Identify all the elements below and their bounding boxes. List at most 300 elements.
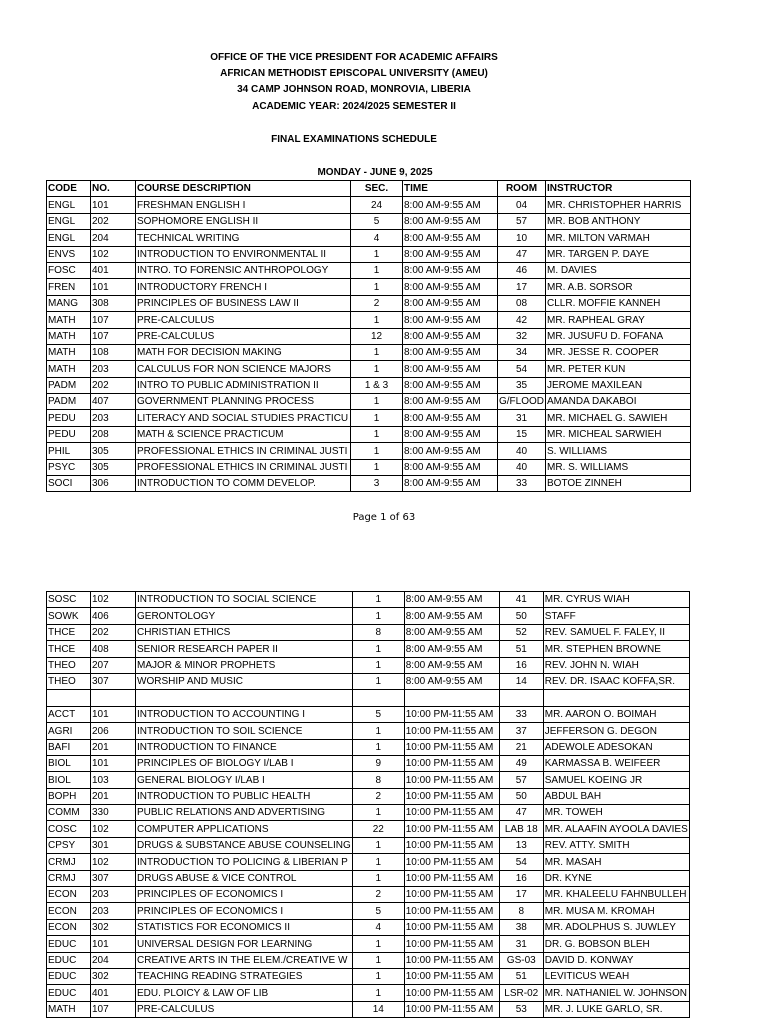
table-row [47, 952, 690, 968]
cell-section: 1 [352, 608, 404, 624]
cell-code: SOWK [47, 608, 91, 624]
cell-number: 204 [91, 952, 136, 968]
cell-time: 10:00 PM-11:55 AM [404, 870, 499, 886]
cell-number: 401 [91, 985, 136, 1001]
cell-description: STATISTICS FOR ECONOMICS II [136, 919, 353, 935]
table-row [47, 262, 691, 278]
cell-instructor: M. DAVIES [546, 262, 691, 278]
cell-number: 102 [91, 854, 136, 870]
cell-description: INTRO. TO FORENSIC ANTHROPOLOGY [136, 262, 351, 278]
cell-number: 305 [91, 443, 136, 459]
cell-code: PHIL [47, 443, 91, 459]
cell-code: CRMJ [47, 870, 91, 886]
table-row [47, 936, 690, 952]
cell-instructor: MR. A.B. SORSOR [546, 279, 691, 295]
cell-code: PEDU [47, 426, 91, 442]
cell-number: 202 [91, 377, 136, 393]
table-row [47, 624, 690, 640]
cell-time: 8:00 AM-9:55 AM [403, 410, 498, 426]
cell-section: 1 [352, 657, 404, 673]
cell-code: EDUC [47, 936, 91, 952]
table-row [47, 608, 690, 624]
cell-room: 57 [498, 213, 546, 229]
cell-description: COMPUTER APPLICATIONS [136, 821, 353, 837]
cell-number [91, 690, 136, 706]
cell-number: 203 [91, 903, 136, 919]
cell-instructor: SAMUEL KOEING JR [543, 772, 689, 788]
cell-instructor: LEVITICUS WEAH [543, 968, 689, 984]
cell-section: 22 [352, 821, 404, 837]
cell-description: TEACHING READING STRATEGIES [136, 968, 353, 984]
university-address: 34 CAMP JOHNSON ROAD, MONROVIA, LIBERIA [237, 84, 471, 95]
cell-time: 8:00 AM-9:55 AM [403, 459, 498, 475]
cell-time: 10:00 PM-11:55 AM [404, 772, 499, 788]
cell-description: TECHNICAL WRITING [136, 230, 351, 246]
cell-code: FOSC [47, 262, 91, 278]
table-row [47, 641, 690, 657]
col-header-code: CODE [47, 181, 91, 197]
cell-description: UNIVERSAL DESIGN FOR LEARNING [136, 936, 353, 952]
cell-room: 50 [499, 788, 543, 804]
cell-description: CHRISTIAN ETHICS [136, 624, 353, 640]
cell-description: PRE-CALCULUS [136, 328, 351, 344]
cell-instructor: MR. KHALEELU FAHNBULLEH [543, 887, 689, 903]
table-row [47, 230, 691, 246]
cell-number: 102 [91, 592, 136, 608]
cell-section: 1 [352, 739, 404, 755]
cell-time: 10:00 PM-11:55 AM [404, 985, 499, 1001]
cell-time: 10:00 PM-11:55 AM [404, 1001, 499, 1017]
cell-description: EDU. PLOICY & LAW OF LIB [136, 985, 353, 1001]
cell-section: 4 [351, 230, 403, 246]
cell-section: 1 [351, 426, 403, 442]
cell-description: INTRODUCTION TO POLICING & LIBERIAN P [136, 854, 353, 870]
cell-section: 1 [351, 344, 403, 360]
cell-number: 101 [91, 706, 136, 722]
cell-section: 1 [352, 641, 404, 657]
cell-section [352, 690, 404, 706]
cell-instructor: MR. TARGEN P. DAYE [546, 246, 691, 262]
exam-date: MONDAY - JUNE 9, 2025 [317, 167, 433, 178]
university-name: AFRICAN METHODIST EPISCOPAL UNIVERSITY (AMEU) [220, 68, 488, 79]
cell-section: 1 [351, 459, 403, 475]
cell-section: 1 [351, 361, 403, 377]
cell-room: 21 [499, 739, 543, 755]
cell-code: MATH [47, 1001, 91, 1017]
cell-number: 306 [91, 476, 136, 492]
cell-code: THEO [47, 673, 91, 689]
table-row [47, 673, 690, 689]
cell-description: INTRODUCTION TO ACCOUNTING I [136, 706, 353, 722]
cell-section: 1 [351, 279, 403, 295]
cell-instructor: REV. SAMUEL F. FALEY, II [543, 624, 689, 640]
cell-time: 8:00 AM-9:55 AM [403, 476, 498, 492]
cell-time: 10:00 PM-11:55 AM [404, 887, 499, 903]
cell-time: 10:00 PM-11:55 AM [404, 952, 499, 968]
cell-room: 51 [499, 641, 543, 657]
cell-instructor: STAFF [543, 608, 689, 624]
table-row [47, 246, 691, 262]
cell-section: 1 [351, 262, 403, 278]
table-row [47, 295, 691, 311]
table-row [47, 739, 690, 755]
cell-time: 8:00 AM-9:55 AM [403, 377, 498, 393]
table-row [47, 870, 690, 886]
cell-time: 8:00 AM-9:55 AM [403, 344, 498, 360]
cell-section: 2 [352, 887, 404, 903]
cell-number: 203 [91, 361, 136, 377]
cell-instructor: MR. CHRISTOPHER HARRIS [546, 197, 691, 213]
cell-code: PSYC [47, 459, 91, 475]
cell-section: 4 [352, 919, 404, 935]
cell-room: 54 [498, 361, 546, 377]
cell-section: 3 [351, 476, 403, 492]
cell-number: 401 [91, 262, 136, 278]
cell-time: 10:00 PM-11:55 AM [404, 968, 499, 984]
table-row [47, 903, 690, 919]
cell-section: 8 [352, 772, 404, 788]
cell-code: ECON [47, 903, 91, 919]
cell-instructor: MR. STEPHEN BROWNE [543, 641, 689, 657]
cell-description: PUBLIC RELATIONS AND ADVERTISING [136, 805, 353, 821]
col-header-no: NO. [91, 181, 136, 197]
cell-description: INTRODUCTION TO SOIL SCIENCE [136, 723, 353, 739]
cell-section: 5 [352, 903, 404, 919]
cell-instructor: MR. TOWEH [543, 805, 689, 821]
cell-description: GERONTOLOGY [136, 608, 353, 624]
cell-code: EDUC [47, 968, 91, 984]
cell-room: 54 [499, 854, 543, 870]
cell-section: 12 [351, 328, 403, 344]
table-row [47, 968, 690, 984]
cell-instructor: DR. KYNE [543, 870, 689, 886]
cell-room: 40 [498, 459, 546, 475]
col-header-room: ROOM [498, 181, 546, 197]
cell-time: 10:00 PM-11:55 AM [404, 919, 499, 935]
cell-room: LSR-02 [499, 985, 543, 1001]
cell-description: INTRODUCTION TO COMM DEVELOP. [136, 476, 351, 492]
cell-description: INTRODUCTION TO FINANCE [136, 739, 353, 755]
cell-number: 103 [91, 772, 136, 788]
cell-time: 10:00 PM-11:55 AM [404, 936, 499, 952]
cell-description: INTRODUCTION TO PUBLIC HEALTH [136, 788, 353, 804]
table-row [47, 706, 690, 722]
cell-time: 8:00 AM-9:55 AM [403, 246, 498, 262]
cell-code: BIOL [47, 755, 91, 771]
cell-room: 57 [499, 772, 543, 788]
cell-time: 8:00 AM-9:55 AM [403, 279, 498, 295]
cell-description: INTRODUCTION TO SOCIAL SCIENCE [136, 592, 353, 608]
cell-code: ENVS [47, 246, 91, 262]
cell-number: 201 [91, 739, 136, 755]
cell-code: MATH [47, 361, 91, 377]
cell-time: 8:00 AM-9:55 AM [404, 657, 499, 673]
table-row [47, 279, 691, 295]
cell-number: 108 [91, 344, 136, 360]
cell-room: 33 [499, 706, 543, 722]
cell-number: 202 [91, 213, 136, 229]
cell-room: 10 [498, 230, 546, 246]
cell-time: 8:00 AM-9:55 AM [404, 673, 499, 689]
cell-description: MATH FOR DECISION MAKING [136, 344, 351, 360]
table-row [47, 312, 691, 328]
cell-description: PRINCIPLES OF BIOLOGY I/LAB I [136, 755, 353, 771]
cell-time: 8:00 AM-9:55 AM [403, 197, 498, 213]
cell-code: THCE [47, 624, 91, 640]
cell-code [47, 690, 91, 706]
cell-description: PRINCIPLES OF ECONOMICS I [136, 887, 353, 903]
table-row [47, 723, 690, 739]
cell-section: 14 [352, 1001, 404, 1017]
table-row [47, 837, 690, 853]
cell-instructor: REV. JOHN N. WIAH [543, 657, 689, 673]
cell-number: 406 [91, 608, 136, 624]
cell-description: PRE-CALCULUS [136, 1001, 353, 1017]
cell-room: 40 [498, 443, 546, 459]
cell-description: PROFESSIONAL ETHICS IN CRIMINAL JUSTI [136, 443, 351, 459]
page-number: Page 1 of 63 [352, 512, 416, 523]
cell-room: 47 [499, 805, 543, 821]
cell-section: 1 [351, 312, 403, 328]
cell-number: 407 [91, 394, 136, 410]
cell-instructor: MR. ALAAFIN AYOOLA DAVIES [543, 821, 689, 837]
cell-number: 302 [91, 968, 136, 984]
cell-code: EDUC [47, 952, 91, 968]
cell-code: CRMJ [47, 854, 91, 870]
cell-instructor: DR. G. BOBSON BLEH [543, 936, 689, 952]
cell-description: GOVERNMENT PLANNING PROCESS [136, 394, 351, 410]
cell-room: 49 [499, 755, 543, 771]
cell-number: 202 [91, 624, 136, 640]
cell-time: 10:00 PM-11:55 AM [404, 854, 499, 870]
cell-code: CPSY [47, 837, 91, 853]
cell-time: 8:00 AM-9:55 AM [403, 426, 498, 442]
cell-code: PADM [47, 394, 91, 410]
cell-code: ENGL [47, 197, 91, 213]
cell-instructor: ABDUL BAH [543, 788, 689, 804]
table-row [47, 459, 691, 475]
cell-number: 101 [91, 755, 136, 771]
cell-number: 107 [91, 312, 136, 328]
cell-number: 302 [91, 919, 136, 935]
cell-section: 1 [352, 673, 404, 689]
cell-time: 8:00 AM-9:55 AM [403, 295, 498, 311]
cell-room: 35 [498, 377, 546, 393]
cell-section: 1 [351, 410, 403, 426]
cell-time: 10:00 PM-11:55 AM [404, 821, 499, 837]
cell-description: GENERAL BIOLOGY I/LAB I [136, 772, 353, 788]
cell-time: 8:00 AM-9:55 AM [403, 328, 498, 344]
table-row [47, 887, 690, 903]
cell-section: 1 [352, 592, 404, 608]
cell-description: DRUGS ABUSE & VICE CONTROL [136, 870, 353, 886]
cell-room: 17 [499, 887, 543, 903]
cell-instructor: S. WILLIAMS [546, 443, 691, 459]
cell-instructor: KARMASSA B. WEIFEER [543, 755, 689, 771]
cell-instructor: MR. JESSE R. COOPER [546, 344, 691, 360]
col-header-section: SEC. [351, 181, 403, 197]
cell-time: 8:00 AM-9:55 AM [403, 213, 498, 229]
cell-instructor: MR. S. WILLIAMS [546, 459, 691, 475]
cell-time: 8:00 AM-9:55 AM [403, 394, 498, 410]
cell-instructor: MR. AARON O. BOIMAH [543, 706, 689, 722]
cell-room: G/FLOOD [498, 394, 546, 410]
cell-code: ECON [47, 887, 91, 903]
cell-time: 8:00 AM-9:55 AM [403, 230, 498, 246]
cell-description: PRINCIPLES OF BUSINESS LAW II [136, 295, 351, 311]
table-row [47, 690, 690, 706]
cell-room: 16 [499, 870, 543, 886]
cell-section: 9 [352, 755, 404, 771]
cell-number: 307 [91, 870, 136, 886]
cell-room: 47 [498, 246, 546, 262]
cell-code: ECON [47, 919, 91, 935]
cell-code: SOSC [47, 592, 91, 608]
cell-room: 34 [498, 344, 546, 360]
cell-number: 330 [91, 805, 136, 821]
schedule-table-page-2 [46, 591, 690, 1018]
cell-time: 8:00 AM-9:55 AM [403, 361, 498, 377]
cell-room: 51 [499, 968, 543, 984]
cell-section: 1 [352, 985, 404, 1001]
cell-number: 107 [91, 1001, 136, 1017]
table-row [47, 985, 690, 1001]
cell-room: 13 [499, 837, 543, 853]
cell-section: 1 & 3 [351, 377, 403, 393]
cell-code: THEO [47, 657, 91, 673]
cell-number: 204 [91, 230, 136, 246]
cell-room: 08 [498, 295, 546, 311]
cell-room: 31 [498, 410, 546, 426]
cell-time: 10:00 PM-11:55 AM [404, 723, 499, 739]
cell-instructor: BOTOE ZINNEH [546, 476, 691, 492]
cell-code: THCE [47, 641, 91, 657]
cell-section: 1 [351, 443, 403, 459]
cell-section: 1 [352, 870, 404, 886]
cell-code: EDUC [47, 985, 91, 1001]
cell-instructor: MR. J. LUKE GARLO, SR. [543, 1001, 689, 1017]
cell-time: 8:00 AM-9:55 AM [404, 641, 499, 657]
cell-room: GS-03 [499, 952, 543, 968]
cell-time: 8:00 AM-9:55 AM [404, 592, 499, 608]
cell-room: LAB 18 [499, 821, 543, 837]
cell-section: 1 [352, 936, 404, 952]
cell-instructor: DAVID D. KONWAY [543, 952, 689, 968]
cell-room: 14 [499, 673, 543, 689]
cell-number: 208 [91, 426, 136, 442]
cell-section: 1 [352, 968, 404, 984]
cell-code: MATH [47, 344, 91, 360]
cell-number: 102 [91, 821, 136, 837]
cell-section: 1 [351, 246, 403, 262]
cell-description: CALCULUS FOR NON SCIENCE MAJORS [136, 361, 351, 377]
cell-instructor: MR. MASAH [543, 854, 689, 870]
cell-instructor: MR. PETER KUN [546, 361, 691, 377]
cell-number: 206 [91, 723, 136, 739]
cell-code: PADM [47, 377, 91, 393]
cell-code: ENGL [47, 213, 91, 229]
table-row [47, 919, 690, 935]
cell-description: SENIOR RESEARCH PAPER II [136, 641, 353, 657]
cell-section: 1 [352, 723, 404, 739]
cell-code: COSC [47, 821, 91, 837]
table-row [47, 755, 690, 771]
cell-time [404, 690, 499, 706]
cell-description: SOPHOMORE ENGLISH II [136, 213, 351, 229]
table-header-row [47, 181, 691, 197]
cell-time: 8:00 AM-9:55 AM [403, 312, 498, 328]
table-row [47, 821, 690, 837]
table-row [47, 344, 691, 360]
cell-number: 101 [91, 936, 136, 952]
table-row [47, 328, 691, 344]
cell-instructor: MR. MUSA M. KROMAH [543, 903, 689, 919]
cell-code: MATH [47, 312, 91, 328]
cell-code: SOCI [47, 476, 91, 492]
table-row [47, 805, 690, 821]
cell-instructor: MR. BOB ANTHONY [546, 213, 691, 229]
cell-instructor: MR. RAPHEAL GRAY [546, 312, 691, 328]
cell-time: 8:00 AM-9:55 AM [404, 608, 499, 624]
cell-code: MATH [47, 328, 91, 344]
cell-instructor: MR. JUSUFU D. FOFANA [546, 328, 691, 344]
cell-room: 15 [498, 426, 546, 442]
cell-instructor: MR. MICHAEL G. SAWIEH [546, 410, 691, 426]
cell-room: 41 [499, 592, 543, 608]
table-row [47, 476, 691, 492]
table-row [47, 1001, 690, 1017]
cell-section: 1 [351, 394, 403, 410]
cell-room: 37 [499, 723, 543, 739]
cell-time: 10:00 PM-11:55 AM [404, 837, 499, 853]
cell-description: PROFESSIONAL ETHICS IN CRIMINAL JUSTI [136, 459, 351, 475]
cell-room: 31 [499, 936, 543, 952]
table-row [47, 854, 690, 870]
cell-description: PRE-CALCULUS [136, 312, 351, 328]
cell-code: COMM [47, 805, 91, 821]
table-row [47, 443, 691, 459]
cell-description: WORSHIP AND MUSIC [136, 673, 353, 689]
cell-instructor: JEFFERSON G. DEGON [543, 723, 689, 739]
cell-code: ENGL [47, 230, 91, 246]
cell-section: 24 [351, 197, 403, 213]
table-row [47, 426, 691, 442]
cell-description: FRESHMAN ENGLISH I [136, 197, 351, 213]
cell-number: 102 [91, 246, 136, 262]
table-row [47, 377, 691, 393]
cell-room: 52 [499, 624, 543, 640]
col-header-time: TIME [403, 181, 498, 197]
cell-room: 16 [499, 657, 543, 673]
cell-section: 1 [352, 837, 404, 853]
cell-number: 301 [91, 837, 136, 853]
table-row [47, 361, 691, 377]
table-row [47, 592, 690, 608]
cell-description: INTRODUCTORY FRENCH I [136, 279, 351, 295]
office-heading: OFFICE OF THE VICE PRESIDENT FOR ACADEMIC AFFAIRS [210, 52, 498, 63]
cell-instructor: JEROME MAXILEAN [546, 377, 691, 393]
cell-instructor: MR. CYRUS WIAH [543, 592, 689, 608]
schedule-title: FINAL EXAMINATIONS SCHEDULE [271, 134, 437, 145]
cell-time: 10:00 PM-11:55 AM [404, 755, 499, 771]
cell-number: 308 [91, 295, 136, 311]
cell-description: CREATIVE ARTS IN THE ELEM./CREATIVE W [136, 952, 353, 968]
cell-code: BAFI [47, 739, 91, 755]
cell-time: 10:00 PM-11:55 AM [404, 805, 499, 821]
cell-time: 8:00 AM-9:55 AM [403, 262, 498, 278]
cell-number: 207 [91, 657, 136, 673]
cell-description: LITERACY AND SOCIAL STUDIES PRACTICU [136, 410, 351, 426]
